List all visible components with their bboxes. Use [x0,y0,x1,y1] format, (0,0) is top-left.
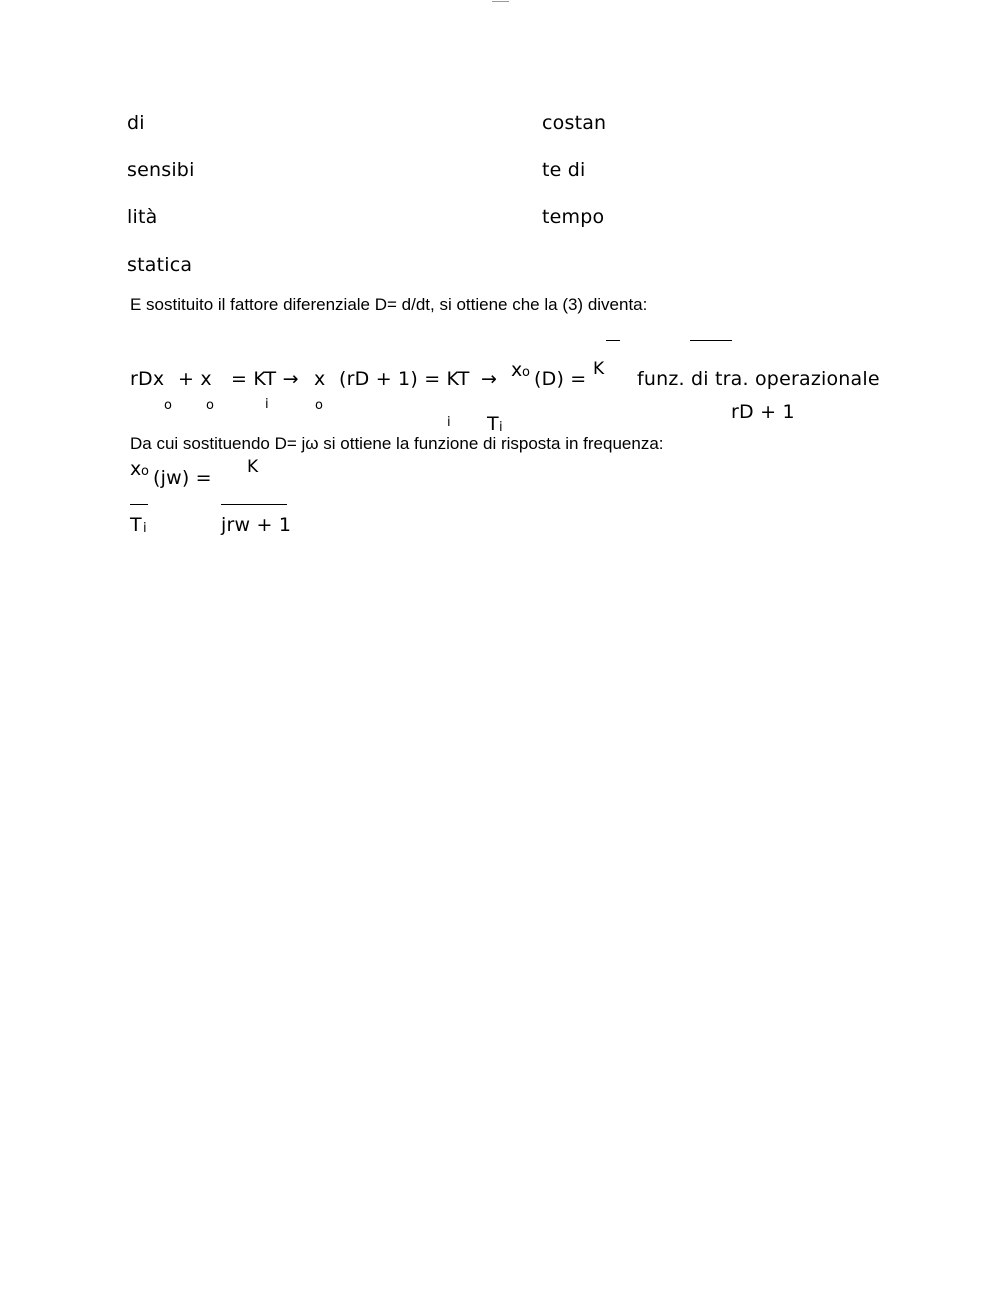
right-word-2: te di [542,159,586,181]
scan-mark [492,1,509,2]
equation1-plus-x: + x [178,368,212,390]
equation1-K: K [593,359,605,379]
equation1-sub-i: i [447,415,451,430]
left-word-4: statica [127,254,193,276]
equation1-term-rDx: rDx [130,368,165,390]
left-word-3: lità [127,206,158,228]
paragraph-2: Da cui sostituendo D= jω si ottiene la funzione di risposta in frequenza: [130,434,664,453]
equation2-K: K [247,457,259,477]
equation1-sub-1: o [164,398,172,413]
equation1-sub-3: i [265,397,269,412]
equation1-sub-2: o [206,398,214,413]
equation1-denominator: rD + 1 [731,401,795,423]
equation2-overbar-short [130,504,148,505]
equation1-xo: x [511,359,523,381]
equation1-xo-sub: o [522,365,530,380]
equation1-overbar-short [606,340,620,341]
equation1-D-eq: (D) = [534,368,587,390]
right-word-1: costan [542,112,607,134]
equation1-sub-4: o [315,398,323,413]
equation2-Ti: T [130,514,142,536]
equation1-Ti: T [487,413,499,435]
equation1-arrow: → [481,368,498,390]
equation2-jw-eq: (jw) = [153,467,212,489]
equation1-x: x [314,368,326,390]
equation2-xo: x [130,458,142,480]
equation2-xo-sub: o [141,464,149,479]
left-word-1: di [127,112,145,134]
equation2-denominator: jrw + 1 [221,514,292,536]
equation1-Ti-sub: i [499,420,503,435]
equation1-label: funz. di tra. operazionale [637,368,880,390]
equation2-overbar-long [221,504,287,505]
paragraph-1: E sostituito il fattore diferenziale D= d/dt, si ottiene che la (3) diventa: [130,295,648,314]
equation2-Ti-sub: i [143,521,147,536]
equation1-rD-plus-1: (rD + 1) = KT [339,368,470,390]
left-word-2: sensibi [127,159,195,181]
equation1-overbar-long [690,340,732,341]
right-word-3: tempo [542,206,605,228]
equation1-eq-KT: = KT → [231,368,299,390]
